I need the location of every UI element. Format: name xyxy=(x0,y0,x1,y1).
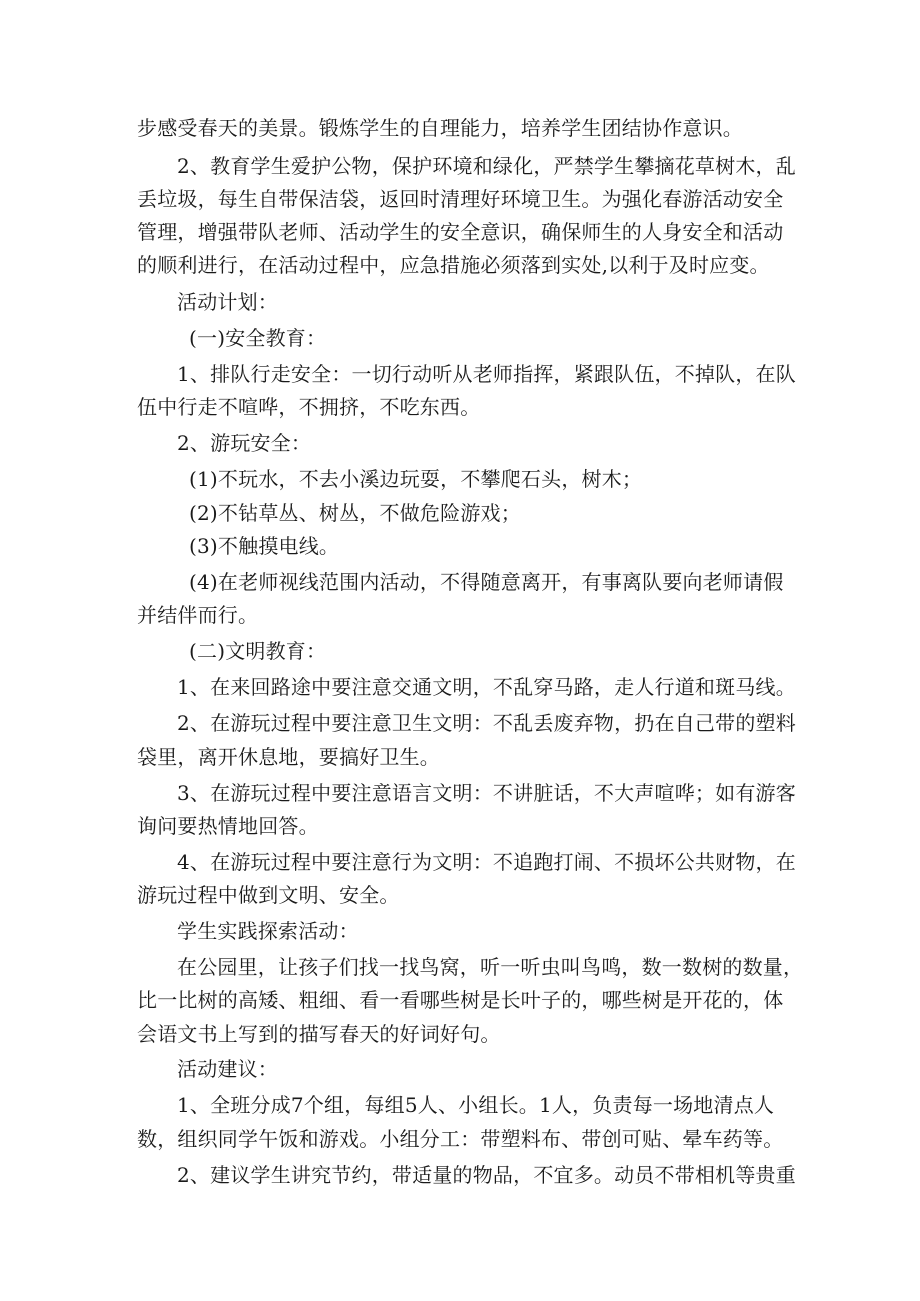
text-line: 丢垃圾，每生自带保洁袋，返回时清理好环境卫生。为强化春游活动安全 xyxy=(137,187,784,211)
subsection-heading: (一)安全教育： xyxy=(189,326,327,350)
text-line: 2、在游玩过程中要注意卫生文明：不乱丢废弃物，扔在自己带的塑料 xyxy=(177,711,796,735)
text-line: 的顺利进行，在活动过程中，应急措施必须落到实处,以利于及时应变。 xyxy=(137,253,770,277)
list-item: (4)在老师视线范围内活动，不得随意离开，有事离队要向老师请假 xyxy=(189,570,784,594)
text-line: 伍中行走不喧哗，不拥挤，不吃东西。 xyxy=(137,395,481,419)
text-line: 并结伴而行。 xyxy=(137,603,259,627)
text-line: 4、在游玩过程中要注意行为文明：不追跑打闹、不损坏公共财物，在 xyxy=(177,850,796,874)
section-heading: 活动建议： xyxy=(177,1057,278,1081)
section-heading: 学生实践探索活动： xyxy=(177,919,359,943)
text-line: 游玩过程中做到文明、安全。 xyxy=(137,883,400,907)
list-item: (2)不钻草丛、树丛，不做危险游戏； xyxy=(189,501,521,525)
text-line: 1、排队行走安全：一切行动听从老师指挥，紧跟队伍，不掉队，在队 xyxy=(177,362,796,386)
text-line: 管理，增强带队老师、活动学生的安全意识，确保师生的人身安全和活动 xyxy=(137,220,784,244)
text-line: 3、在游玩过程中要注意语言文明：不讲脏话，不大声喧哗；如有游客 xyxy=(177,781,796,805)
text-line: 2、建议学生讲究节约，带适量的物品，不宜多。动员不带相机等贵重 xyxy=(177,1163,796,1187)
text-line: 数，组织同学午饭和游戏。小组分工：带塑料布、带创可贴、晕车药等。 xyxy=(137,1127,784,1151)
text-line: 2、游玩安全： xyxy=(177,431,312,455)
text-line: 袋里，离开休息地，要搞好卫生。 xyxy=(137,745,440,769)
list-item: (3)不触摸电线。 xyxy=(189,534,340,558)
text-line: 2、教育学生爱护公物，保护环境和绿化，严禁学生攀摘花草树木，乱 xyxy=(177,154,796,178)
subsection-heading: (二)文明教育： xyxy=(189,639,327,663)
section-heading: 活动计划： xyxy=(177,290,278,314)
text-line: 步感受春天的美景。锻炼学生的自理能力，培养学生团结协作意识。 xyxy=(137,116,743,140)
text-line: 询问要热情地回答。 xyxy=(137,814,319,838)
text-line: 在公园里，让孩子们找一找鸟窝，听一听虫叫鸟鸣，数一数树的数量， xyxy=(177,955,804,979)
text-line: 1、全班分成7个组，每组5人、小组长。1人，负责每一场地清点人 xyxy=(177,1093,775,1117)
text-line: 比一比树的高矮、粗细、看一看哪些树是长叶子的，哪些树是开花的，体 xyxy=(137,988,784,1012)
text-line: 会语文书上写到的描写春天的好词好句。 xyxy=(137,1022,501,1046)
text-line: 1、在来回路途中要注意交通文明，不乱穿马路，走人行道和斑马线。 xyxy=(177,675,796,699)
list-item: (1)不玩水，不去小溪边玩耍，不攀爬石头，树木； xyxy=(189,467,643,491)
